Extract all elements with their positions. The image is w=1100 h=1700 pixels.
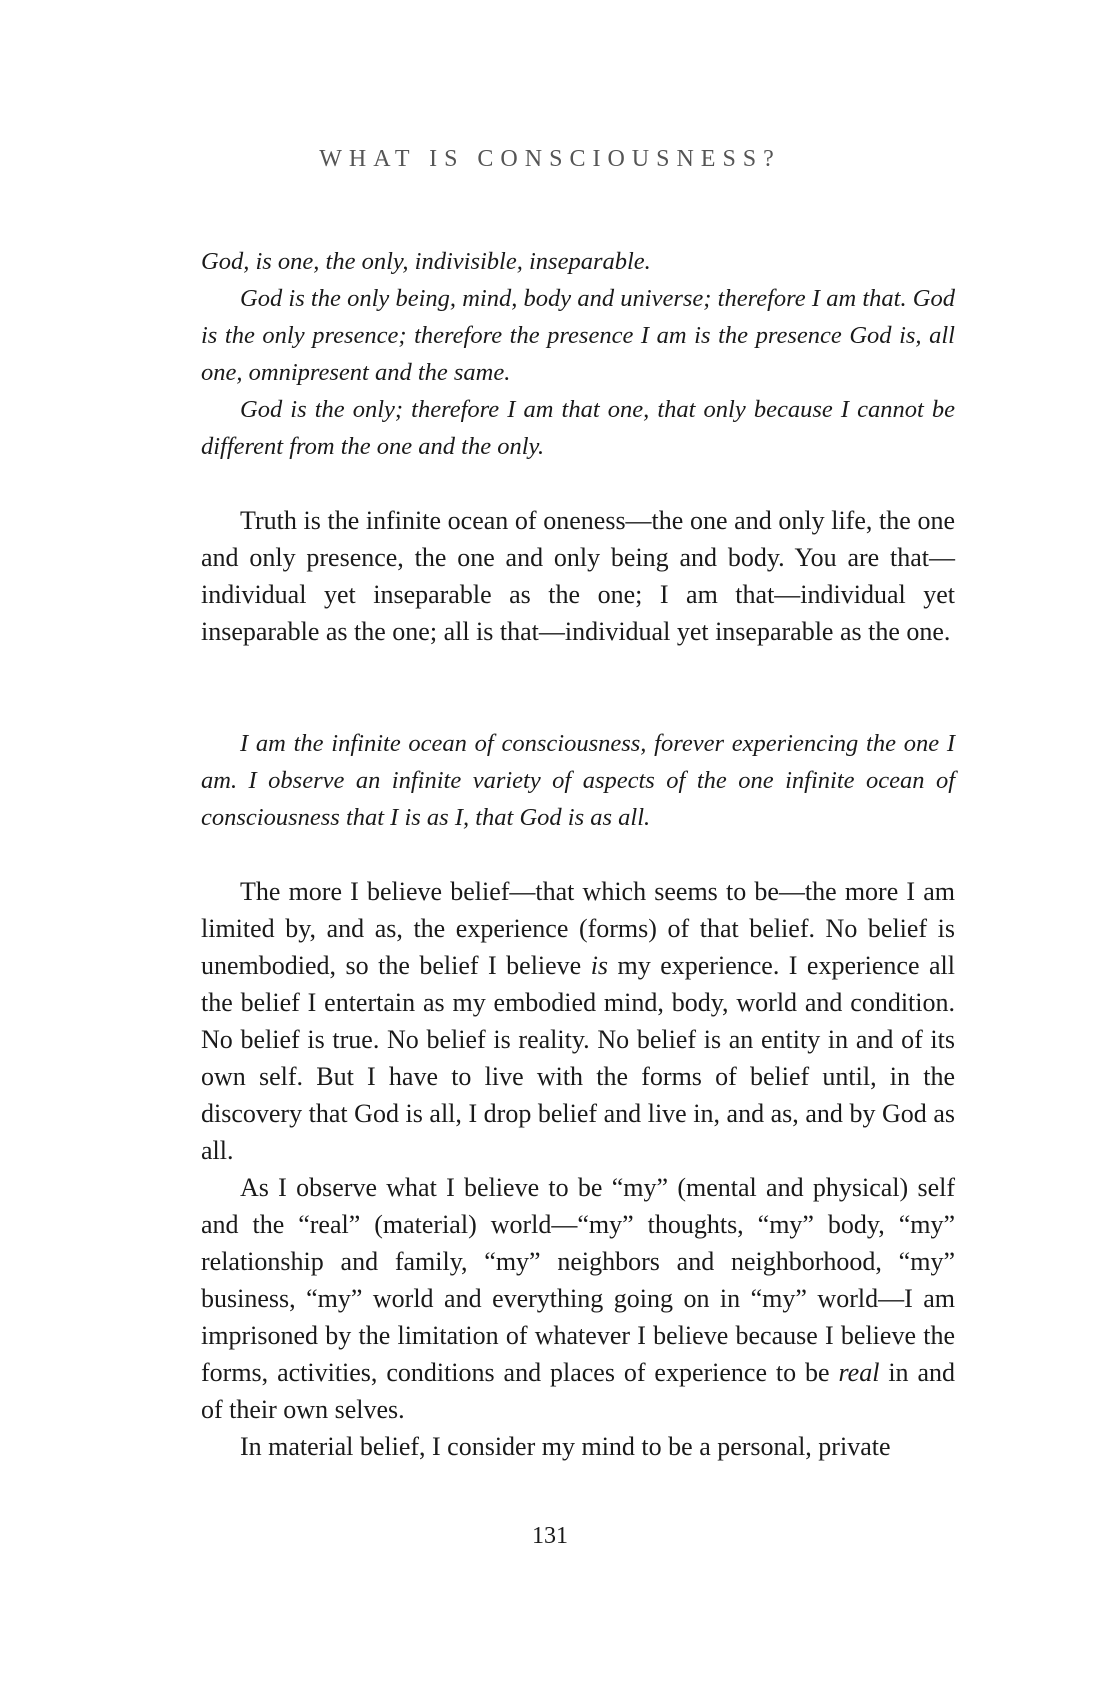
paragraph: God is the only being, mind, body and universe; therefore I am that. God is the only presence; therefore the presence I am is the presence God is, all one, omnipresent and the same. (201, 285, 955, 386)
paragraph (201, 873, 955, 1169)
text-run: The more I believe belief—that which seems to be—the more I am limited by, and as, the experience (forms) of that belief. No belief is unembodied, so the belief I believe (201, 877, 955, 980)
text-run: in and of their own selves. (201, 1358, 955, 1424)
paragraph: In material belief, I consider my mind to be a personal, private (240, 1432, 891, 1461)
text-run: my experience. I experience all the belief I entertain as my embodied mind, body, world and condition. No belief is true. No belief is reality. No belief is an entity in and of its own self. But I have to live with the forms of belief until, in the discovery that God is all, I drop belief and live in, and as, and by God as all. (201, 951, 955, 1165)
body-passage-1 (201, 502, 955, 650)
text-run: As I observe what I believe to be “my” (mental and physical) self and the “real” (material) world—“my” thoughts, “my” body, “my” relationship and family, “my” neighbors and neighborhood, “my” business, “my” world and everything going on in “my” world—I am imprisoned by the limitation of whatever I believe because I believe the forms, activities, conditions and places of experience to be (201, 1173, 955, 1387)
running-head: WHAT IS CONSCIOUSNESS? (319, 146, 781, 172)
paragraph: God is the only; therefore I am that one, that only because I cannot be different from the one and the only. (201, 396, 955, 460)
emphasis: is (590, 951, 609, 980)
paragraph: I am the infinite ocean of consciousness, forever experiencing the one I am. I observe an infinite variety of aspects of the one infinite ocean of consciousness that I is as I, that God is as all. (201, 730, 955, 831)
italic-passage-2 (201, 725, 955, 836)
paragraph: God, is one, the only, indivisible, inseparable. (201, 248, 651, 275)
italic-passage-1 (201, 243, 955, 465)
paragraph (201, 1169, 955, 1428)
body-passage-2 (201, 873, 955, 1465)
emphasis: real (838, 1358, 880, 1387)
page-number: 131 (532, 1523, 568, 1549)
paragraph: Truth is the infinite ocean of oneness—the one and only life, the one and only presence, the one and only being and body. You are that—individual yet inseparable as the one; I am that—individual yet inseparable as the one; all is that—individual yet inseparable as the one. (201, 506, 955, 646)
